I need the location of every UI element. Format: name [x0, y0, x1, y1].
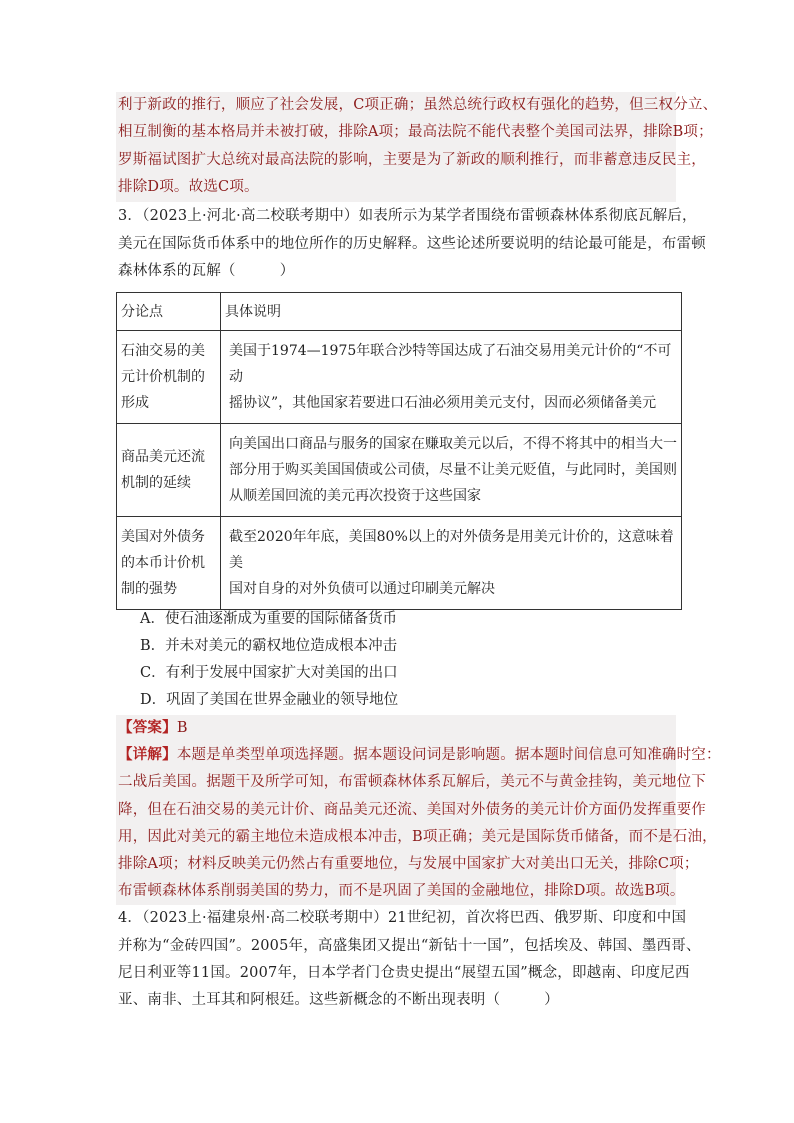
table-row [117, 424, 682, 517]
table-header-cell: 具体说明 [221, 293, 682, 331]
q3-option-c: C．有利于发展中国家扩大对美国的出口 [140, 665, 398, 681]
table-cell-point [117, 517, 221, 610]
q3-option-a: A．使石油逐渐成为重要的国际储备货币 [140, 611, 397, 627]
cell-line: 商品美元还流 [121, 449, 205, 465]
q3-explain-line: 二战后美国。据题干及所学可知，布雷顿森林体系瓦解后，美元不与黄金挂钩，美元地位下 [118, 774, 706, 790]
cell-line: 从顺差国回流的美元再次投资于这些国家 [229, 488, 481, 504]
q3-explain-line: 用，因此对美元的霸主地位未造成根本冲击，B项正确；美元是国际货币储备，而不是石油， [118, 829, 717, 845]
q3-table [116, 292, 682, 610]
table-cell-point [117, 331, 221, 424]
cell-line: 石油交易的美 [121, 343, 205, 359]
table-cell-desc [221, 331, 682, 424]
cell-line: 美国对外债务 [121, 529, 205, 545]
q4-stem-line: 并称为“金砖四国”。2005年，高盛集团又提出“新钻十一国”，包括埃及、韩国、墨西哥、 [118, 938, 701, 954]
q3-explain-line: 排除A项；材料反映美元仍然占有重要地位，与发展中国家扩大对美出口无关，排除C项； [118, 856, 699, 872]
q4-stem-line: 4．（2023上·福建泉州·高二校联考期中）21世纪初，首次将巴西、俄罗斯、印度和中国 [118, 910, 687, 926]
explain-text: 本题是单类型单项选择题。据本题设问词是影响题。据本题时间信息可知准确时空： [176, 747, 721, 763]
q3-explain-line [118, 745, 721, 765]
table-row [117, 517, 682, 610]
cell-line: 美国于1974—1975年联合沙特等国达成了石油交易用美元计价的“不可动 [229, 343, 672, 385]
cell-line: 形成 [121, 395, 149, 411]
table-cell-desc [221, 424, 682, 517]
prev-explanation-line: 利于新政的推行，顺应了社会发展，C项正确；虽然总统行政权有强化的趋势，但三权分立、 [118, 97, 718, 113]
q4-stem-line: 尼日利亚等11国。2007年，日本学者门仓贵史提出“展望五国”概念，即越南、印度尼西 [118, 965, 690, 981]
prev-explanation-line: 相互制衡的基本格局并未被打破，排除A项；最高法院不能代表整个美国司法界，排除B项； [118, 124, 713, 140]
explain-label: 【详解】 [118, 746, 177, 763]
q3-stem-line: 森林体系的瓦解（ ） [118, 263, 295, 279]
cell-line: 截至2020年年底，美国80%以上的对外债务是用美元计价的，这意味着美 [229, 529, 674, 571]
cell-line: 国对自身的对外负债可以通过印刷美元解决 [229, 581, 495, 597]
prev-explanation-line: 排除D项。故选C项。 [118, 179, 259, 195]
cell-line: 元计价机制的 [121, 369, 205, 385]
q3-stem-line: 美元在国际货币体系中的地位所作的历史解释。这些论述所要说明的结论最可能是，布雷顿 [118, 236, 706, 252]
q3-option-b: B．并未对美元的霸权地位造成根本冲击 [140, 638, 398, 654]
cell-line: 向美国出口商品与服务的国家在赚取美元以后，不得不将其中的相当大一 [229, 436, 677, 452]
q3-stem-line: 3．（2023上·河北·高二校联考期中）如表所示为某学者围绕布雷顿森林体系彻底瓦解后， [118, 208, 697, 224]
q3-option-d: D．巩固了美国在世界金融业的领导地位 [140, 692, 399, 708]
cell-line: 制的强势 [121, 581, 177, 597]
cell-line: 机制的延续 [121, 475, 191, 491]
q3-explain-line: 布雷顿森林体系削弱美国的势力，而不是巩固了美国的金融地位，排除D项。故选B项。 [118, 883, 685, 899]
q4-stem-line: 亚、南非、土耳其和阿根廷。这些新概念的不断出现表明（ ） [118, 992, 559, 1008]
q3-explain-line: 降，但在石油交易的美元计价、商品美元还流、美国对外债务的美元计价方面仍发挥重要作 [118, 802, 706, 818]
q3-answer-line [118, 718, 188, 738]
table-header-cell: 分论点 [117, 293, 221, 331]
table-cell-desc [221, 517, 682, 610]
answer-label: 【答案】 [118, 719, 177, 736]
table-cell-point [117, 424, 221, 517]
cell-line: 的本币计价机 [121, 555, 205, 571]
cell-line: 部分用于购买美国国债或公司债，尽量不让美元贬值，与此同时，美国则 [229, 462, 677, 478]
table-row [117, 331, 682, 424]
table-header-row [117, 293, 682, 331]
answer-value: B [176, 720, 188, 736]
cell-line: 摇协议”，其他国家若要进口石油必须用美元支付，因而必须储备美元 [229, 395, 657, 411]
prev-explanation-line: 罗斯福试图扩大总统对最高法院的影响，主要是为了新政的顺利推行，而非蓄意违反民主， [118, 152, 706, 168]
